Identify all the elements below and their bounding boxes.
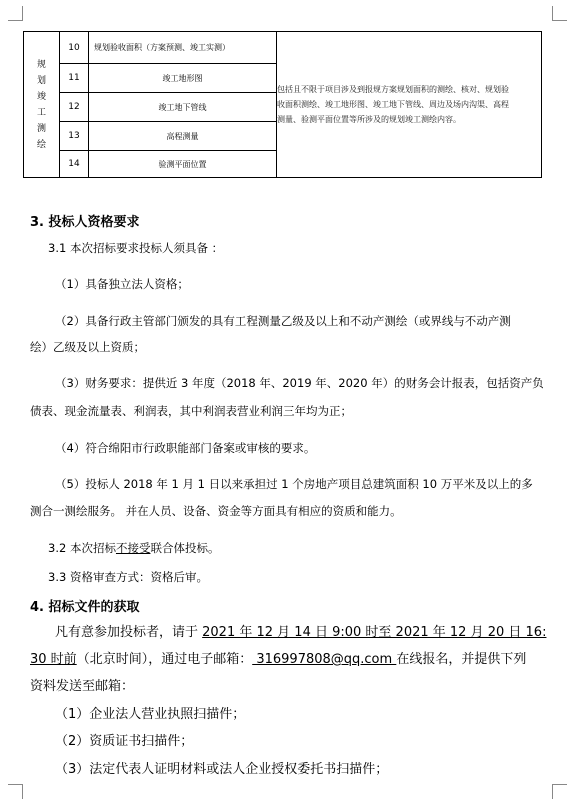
category-char: 工 xyxy=(36,107,46,118)
registration-period: 30 时前 xyxy=(30,652,77,667)
clause-3-2-text: 3.2 本次招标 xyxy=(48,541,116,555)
material-3: （3）法定代表人证明材料或法人企业授权委托书扫描件； xyxy=(55,762,389,777)
description-line: 收面积测绘、竣工地形图、竣工地下管线、周边及场内沟渠、高程 xyxy=(277,100,509,109)
material-2: （2）资质证书扫描件； xyxy=(55,734,194,749)
description-cell xyxy=(277,32,542,178)
section-4-text: 在线报名，并提供下列 xyxy=(396,652,527,667)
registration-period: 2021 年 12 月 14 日 9:00 时至 2021 年 12 月 20 日 16: xyxy=(202,625,547,640)
requirement-5-line2: 测合一测绘服务。 并在人员、设备、资金等方面具有相应的资质和能力。 xyxy=(30,504,402,518)
clause-3-2-text: 联合体投标。 xyxy=(150,541,220,555)
requirement-5-line1: （5）投标人 2018 年 1 月 1 日以来承担过 1 个房地产项目总建筑面积 10 万平米及以上的多 xyxy=(55,477,533,491)
row-item: 验测平面位置 xyxy=(89,151,277,178)
section-4-line3: 资料发送至邮箱： xyxy=(30,679,135,694)
row-number: 13 xyxy=(60,122,89,151)
category-char: 绘 xyxy=(36,139,46,150)
category-char: 划 xyxy=(36,75,46,86)
section-4-line1 xyxy=(55,621,546,640)
page-corner-mark xyxy=(552,784,567,799)
row-number: 12 xyxy=(60,93,89,122)
contact-email: 316997808@qq.com xyxy=(252,652,397,667)
row-item: 高程测量 xyxy=(89,122,277,151)
row-number: 10 xyxy=(60,32,89,64)
category-char: 规 xyxy=(36,59,46,70)
clause-3-2-underlined: 不接受 xyxy=(115,541,151,555)
clause-3-2 xyxy=(48,540,219,556)
clause-3-3: 3.3 资格审查方式：资格后审。 xyxy=(48,570,208,584)
row-number: 14 xyxy=(60,151,89,178)
category-char: 测 xyxy=(36,123,46,134)
requirement-2-line2: 绘）乙级及以上资质； xyxy=(30,340,145,354)
page-corner-mark xyxy=(8,784,23,799)
requirement-1: （1）具备独立法人资格； xyxy=(55,277,189,291)
requirement-3-line2: 债表、现金流量表、利润表，其中利润表营业利润三年均为正； xyxy=(30,404,352,418)
requirement-2-line1: （2）具备行政主管部门颁发的具有工程测量乙级及以上和不动产测绘（或界线与不动产测 xyxy=(55,314,511,328)
section-4-line2 xyxy=(30,648,526,667)
section-4-text: （北京时间），通过电子邮箱： xyxy=(76,652,253,667)
page-corner-mark xyxy=(8,6,23,21)
description-line: 包括且不限于项目涉及到报规方案规划面积的测绘、核对、规划验 xyxy=(277,85,509,94)
section-4-heading: 4. 招标文件的获取 xyxy=(30,600,140,615)
row-number: 11 xyxy=(60,64,89,93)
survey-items-table xyxy=(23,31,542,178)
page-corner-mark xyxy=(552,6,567,21)
section-4-text: 凡有意参加投标者，请于 xyxy=(55,625,203,640)
category-char: 竣 xyxy=(36,91,46,102)
material-1: （1）企业法人营业执照扫描件； xyxy=(55,707,246,722)
requirement-4: （4）符合绵阳市行政职能部门备案或审核的要求。 xyxy=(55,441,316,455)
requirement-3-line1: （3）财务要求：提供近 3 年度（2018 年、2019 年、2020 年）的财务会计报表，包括资产负 xyxy=(55,376,544,390)
description-line: 测量、验测平面位置等所涉及的规划竣工测绘内容。 xyxy=(277,115,461,124)
row-item: 竣工地下管线 xyxy=(89,93,277,122)
clause-3-1: 3.1 本次招标要求投标人须具备 ： xyxy=(48,241,224,255)
category-cell xyxy=(24,32,60,178)
row-item: 规划验收面积（方案预测、竣工实测） xyxy=(89,32,277,64)
row-item: 竣工地形图 xyxy=(89,64,277,93)
section-3-heading: 3. 投标人资格要求 xyxy=(30,215,140,230)
